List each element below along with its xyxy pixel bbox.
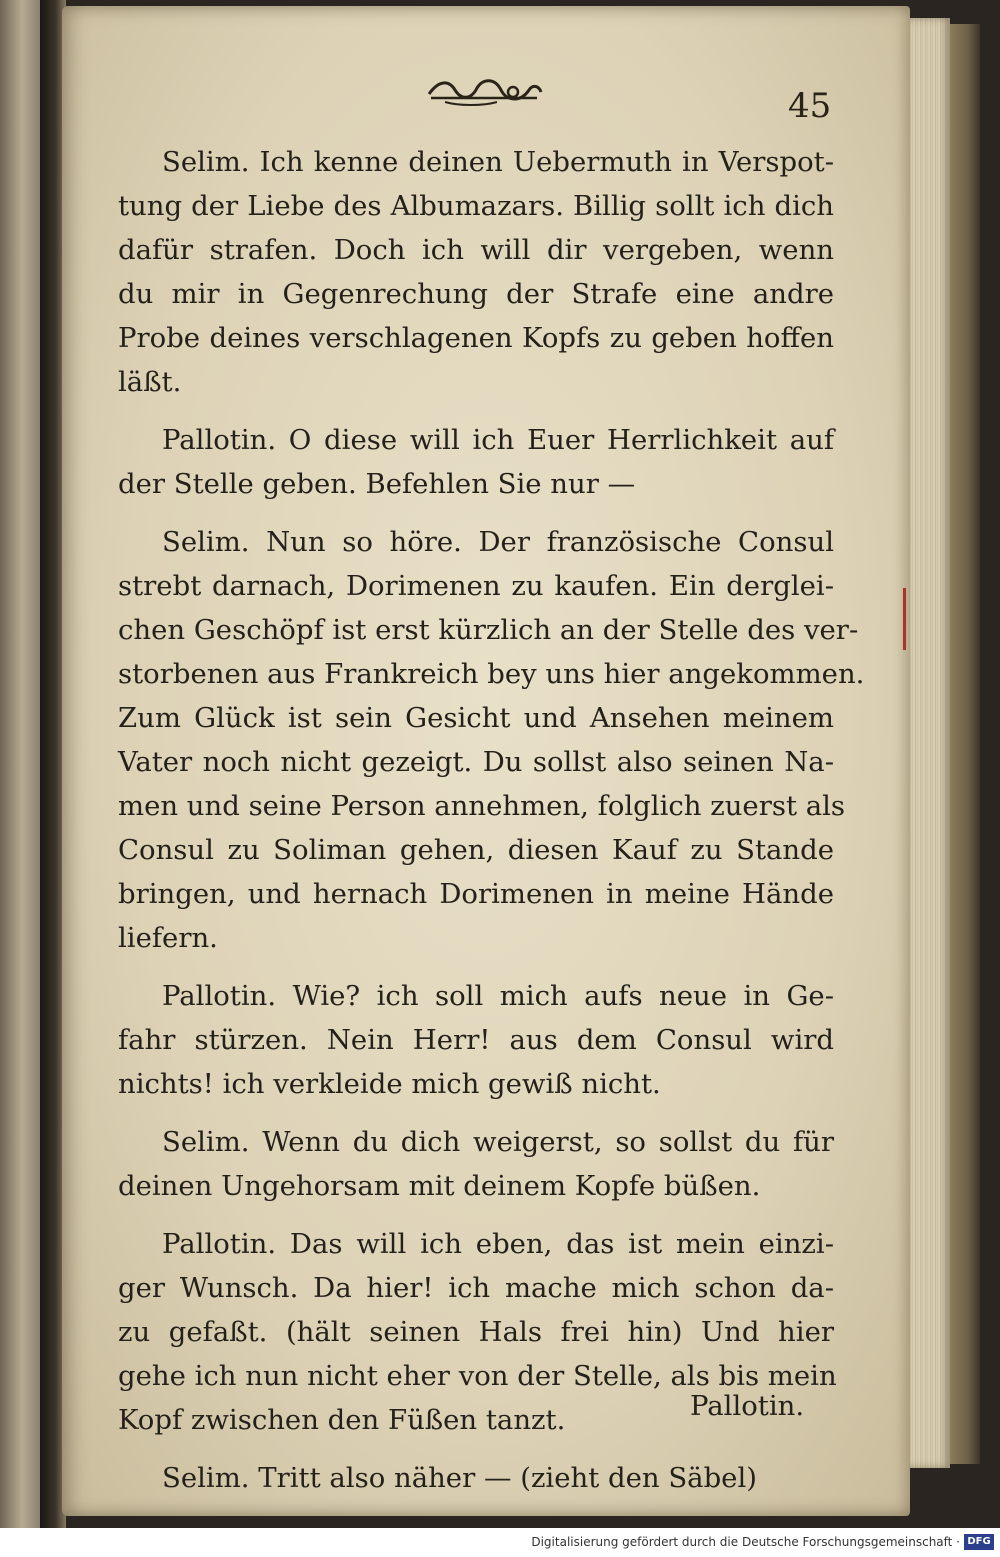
text-line: fahr stürzen. Nein Herr! aus dem Consul wird <box>118 1024 834 1056</box>
page-number: 45 <box>788 86 832 126</box>
text-line: du mir in Gegenrechung der Strafe eine andre <box>118 278 834 310</box>
paragraph-gap <box>118 404 834 418</box>
paragraph <box>118 1120 834 1208</box>
header-ornament <box>425 72 545 108</box>
text-line: läßt. <box>118 366 182 398</box>
text-line: Zum Glück ist sein Gesicht und Ansehen meinem <box>118 702 834 734</box>
paragraph <box>118 520 865 960</box>
text-line: Vater noch nicht gezeigt. Du sollst also seinen Na- <box>118 746 834 778</box>
text-line: storbenen aus Frankreich bey uns hier angekommen. <box>118 658 865 690</box>
text-line: zu gefaßt. (hält seinen Hals frei hin) Und hier <box>118 1316 834 1348</box>
paragraph-gap <box>118 506 834 520</box>
left-page-edge <box>0 0 40 1528</box>
text-line: liefern. <box>118 922 218 954</box>
text-line: strebt darnach, Dorimenen zu kaufen. Ein derglei- <box>118 570 834 602</box>
text-line: dafür strafen. Doch ich will dir vergeben, wenn <box>118 234 834 266</box>
text-line: nichts! ich verkleide mich gewiß nicht. <box>118 1068 661 1100</box>
text-line: gehe ich nun nicht eher von der Stelle, als bis mein <box>118 1360 837 1392</box>
text-line: Selim. Wenn du dich weigerst, so sollst du für <box>162 1126 834 1158</box>
text-line: tung der Liebe des Albumazars. Billig sollt ich dich <box>118 190 834 222</box>
paragraph <box>118 418 834 506</box>
paragraph-gap <box>118 1208 834 1222</box>
book-cover-edge <box>950 24 980 1464</box>
text-line: Probe deines verschlagenen Kopfs zu geben hoffen <box>118 322 834 354</box>
page-stack-edges <box>906 18 950 1468</box>
text-line: Consul zu Soliman gehen, diesen Kauf zu Stande <box>118 834 834 866</box>
paragraph-gap <box>118 1106 834 1120</box>
text-line: Pallotin. Das will ich eben, das ist mein einzi- <box>162 1228 834 1260</box>
catchword: Pallotin. <box>690 1390 805 1422</box>
red-page-marker <box>903 588 906 650</box>
digitization-footer <box>0 1528 1000 1557</box>
page-text <box>118 140 865 1500</box>
paragraph-gap <box>118 960 834 974</box>
paragraph <box>118 140 834 404</box>
text-line: chen Geschöpf ist erst kürzlich an der Stelle des ver- <box>118 614 859 646</box>
text-line: bringen, und hernach Dorimenen in meine Hände <box>118 878 834 910</box>
text-line: Pallotin. O diese will ich Euer Herrlichkeit auf <box>162 424 834 456</box>
footer-credit: Digitalisierung gefördert durch die Deutsche Forschungsgemeinschaft · <box>531 1535 960 1549</box>
paragraph <box>118 974 834 1106</box>
text-line: der Stelle geben. Befehlen Sie nur — <box>118 468 636 500</box>
dfg-logo: DFG <box>964 1534 994 1550</box>
text-line: Kopf zwischen den Füßen tanzt. <box>118 1404 566 1436</box>
text-line: Pallotin. Wie? ich soll mich aufs neue in Ge- <box>162 980 834 1012</box>
text-line: ger Wunsch. Da hier! ich mache mich schon da- <box>118 1272 834 1304</box>
text-line: Selim. Nun so höre. Der französische Consul <box>162 526 834 558</box>
paragraph-gap <box>118 1442 834 1456</box>
text-line: deinen Ungehorsam mit deinem Kopfe büßen. <box>118 1170 761 1202</box>
paragraph <box>118 1456 834 1500</box>
text-line: Selim. Tritt also näher — (zieht den Säbel) <box>162 1462 757 1494</box>
text-line: Selim. Ich kenne deinen Uebermuth in Verspot- <box>162 146 834 178</box>
text-line: men und seine Person annehmen, folglich zuerst als <box>118 790 846 822</box>
